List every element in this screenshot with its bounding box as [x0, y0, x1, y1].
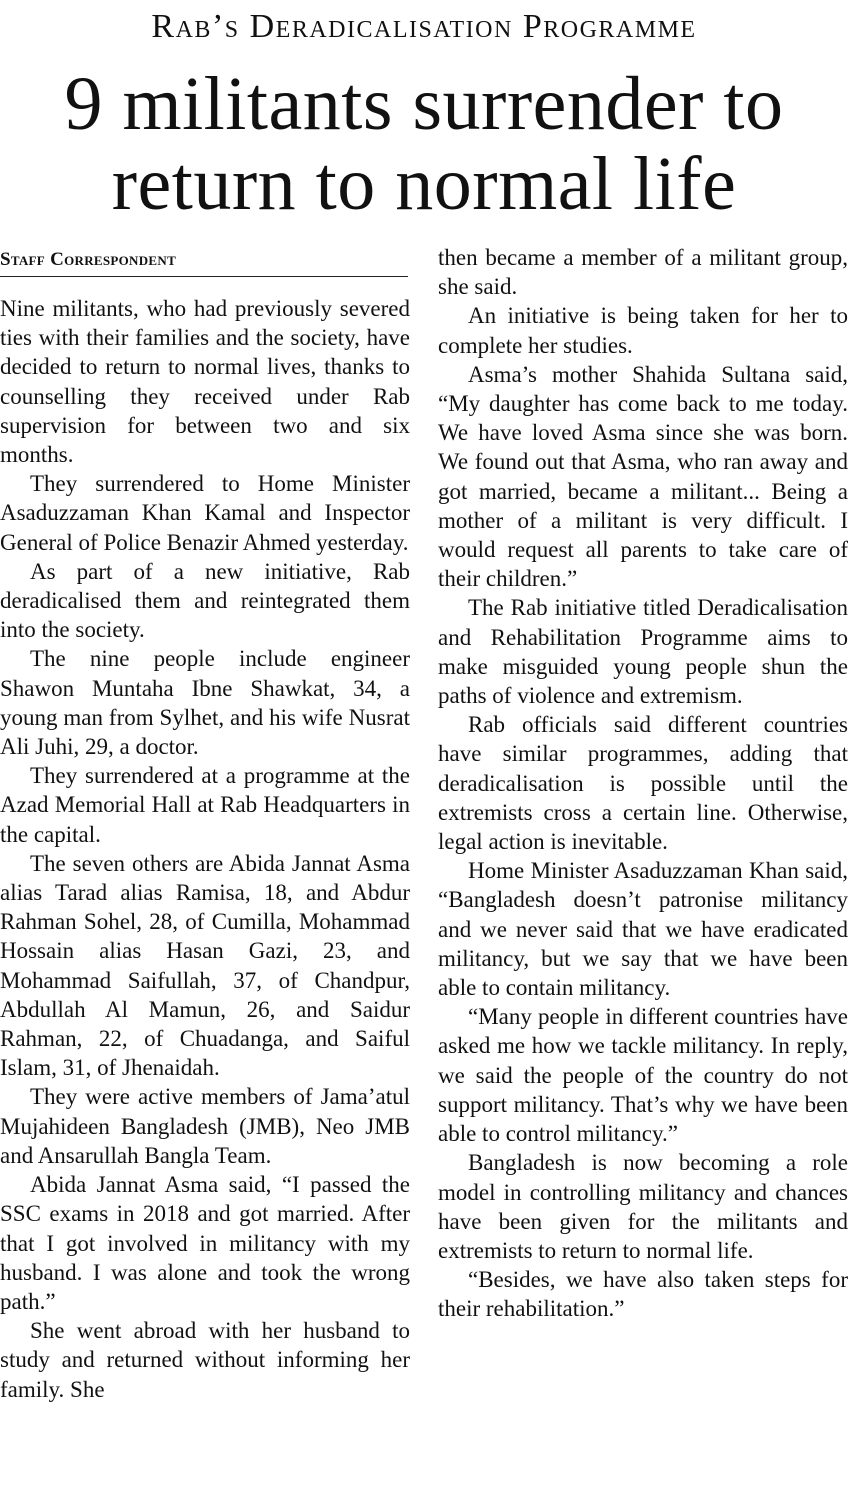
paragraph: “Besides, we have also taken steps for their rehabilitation.”: [438, 1267, 848, 1322]
paragraph: The nine people include engineer Shawon Muntaha Ibne Shawkat, 34, a young man from Sylhet, and his wife Nusrat Ali Juhi, 29, a doctor.: [0, 646, 410, 760]
paragraph: They were active members of Jama’atul Mujahideen Bangladesh (JMB), Neo JMB and Ansarullah Bangla Team.: [0, 1084, 410, 1168]
article-column-2: [438, 243, 848, 1324]
paragraph-continuation: then became a member of a militant group, she said.: [438, 245, 848, 300]
paragraph: She went abroad with her husband to study and returned without informing her family. She: [0, 1318, 410, 1402]
article-column-1: [0, 294, 410, 1404]
paragraph: They surrendered at a programme at the Azad Memorial Hall at Rab Headquarters in the capital.: [0, 763, 410, 847]
paragraph: “Many people in different countries have asked me how we tackle militancy. In reply, we said the people of the country do not support militancy. That’s why we have been able to control militancy.”: [438, 1004, 848, 1147]
paragraph: Bangladesh is now becoming a role model in controlling militancy and chances have been given for the militants and extremists to return to normal life.: [438, 1150, 848, 1263]
section-kicker: Rab’s Deradicalisation Programme: [151, 8, 697, 45]
paragraph: Asma’s mother Shahida Sultana said, “My daughter has come back to me today. We have loved Asma since she was born. We found out that Asma, who ran away and got married, became a militant... Being a mother of a militant is very difficult. I would request all parents to take care of their children.”: [438, 361, 848, 592]
paragraph: Nine militants, who had previously severed ties with their families and the society, have decided to return to normal lives, thanks to counselling they received under Rab supervision for between two and six months.: [0, 296, 410, 468]
byline: Staff Correspondent: [0, 246, 408, 277]
paragraph: The Rab initiative titled Deradicalisation and Rehabilitation Programme aims to make misguided young people shun the paths of violence and extremism.: [438, 595, 848, 709]
paragraph: An initiative is being taken for her to complete her studies.: [438, 303, 848, 358]
paragraph: As part of a new initiative, Rab deradicalised them and reintegrated them into the society.: [0, 558, 410, 643]
paragraph: Home Minister Asaduzzaman Khan said, “Bangladesh doesn’t patronise militancy and we never said that we have eradicated militancy, but we say that we have been able to contain militancy.: [438, 858, 848, 1001]
paragraph: They surrendered to Home Minister Asaduzzaman Khan Kamal and Inspector General of Police Benazir Ahmed yesterday.: [0, 471, 410, 555]
paragraph: Rab officials said different countries have similar programmes, adding that deradicalisation is possible until the extremists cross a certain line. Otherwise, legal action is inevitable.: [438, 712, 848, 855]
paragraph: The seven others are Abida Jannat Asma alias Tarad alias Ramisa, 18, and Abdur Rahman Sohel, 28, of Cumilla, Mohammad Hossain alias Hasan Gazi, 23, and Mohammad Saifullah, 37, of Chandpur, Abdullah Al Mamun, 26, and Saidur Rahman, 22, of Chuadanga, and Saiful Islam, 31, of Jhenaidah.: [0, 850, 410, 1081]
headline: 9 militants surrender to return to normal life: [64, 62, 784, 226]
paragraph: Abida Jannat Asma said, “I passed the SSC exams in 2018 and got married. After that I got involved in militancy with my husband. I was alone and took the wrong path.”: [0, 1172, 410, 1314]
